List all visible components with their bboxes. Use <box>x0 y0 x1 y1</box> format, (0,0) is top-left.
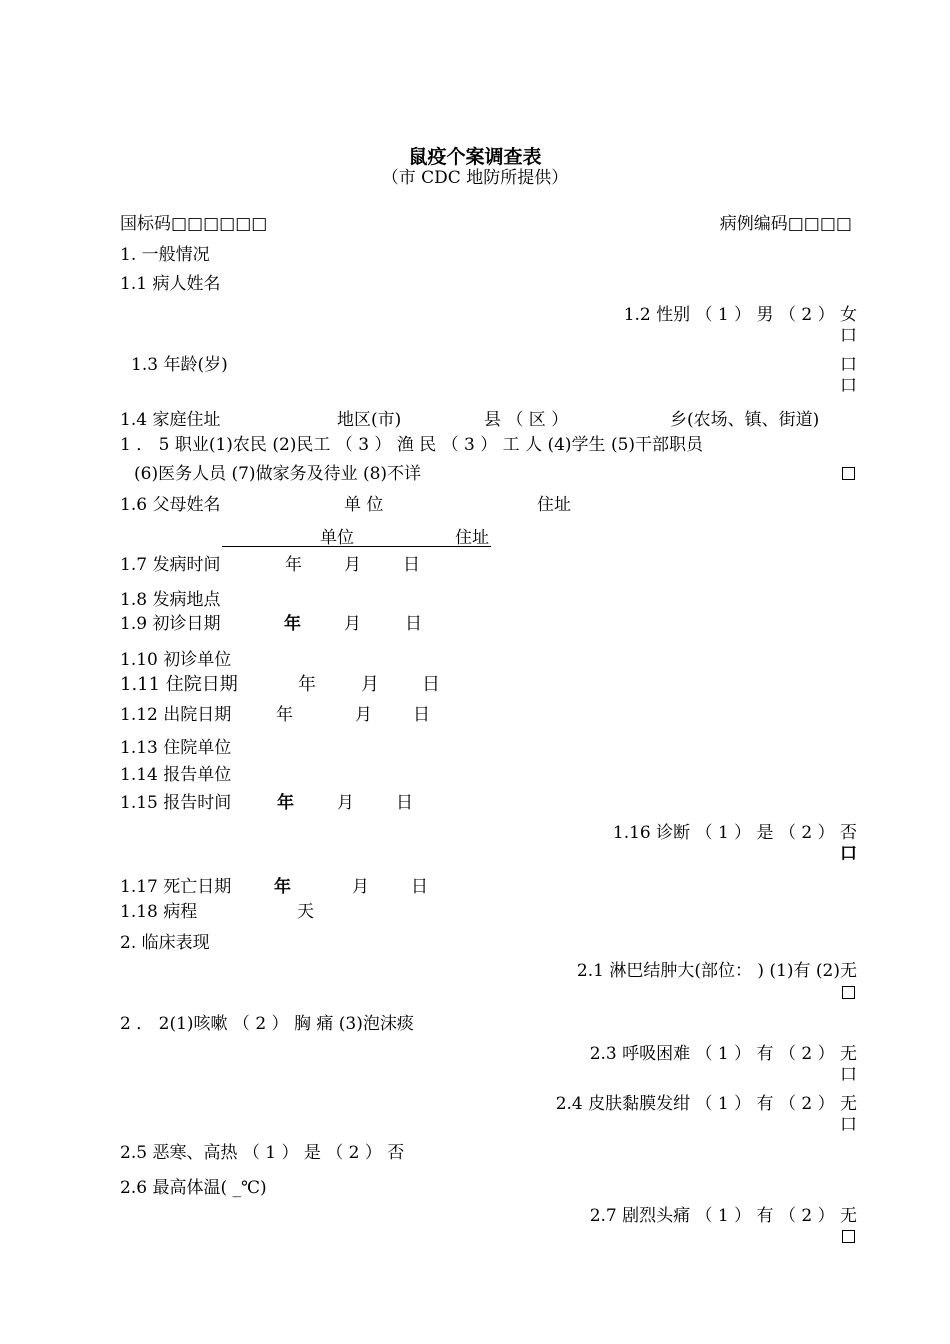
address-county[interactable]: 县 （ 区 ） <box>484 410 569 430</box>
onset-place-field[interactable]: 1.8 发病地点 <box>120 590 221 610</box>
lymph-node-field[interactable]: 2.1 淋巴结肿大(部位： ) (1)有 (2)无 <box>576 961 857 981</box>
age-box-1-icon[interactable]: 口 <box>840 355 857 375</box>
report-date-label: 1.15 报告时间 <box>120 793 232 813</box>
section-1-heading: 1. 一般情况 <box>120 245 210 265</box>
parent-address-label: 住址 <box>537 495 571 515</box>
death-date-label: 1.17 死亡日期 <box>120 877 232 897</box>
country-code-field[interactable]: 国标码□□□□□□ <box>120 214 268 234</box>
parent-unit-label: 单 位 <box>344 495 384 515</box>
page-title: 鼠疫个案调查表 <box>408 146 542 168</box>
address-area[interactable]: 地区(市) <box>337 410 402 430</box>
report-day[interactable]: 日 <box>396 793 413 813</box>
discharge-year[interactable]: 年 <box>276 705 293 725</box>
sex-field[interactable]: 1.2 性别 （ 1 ） 男 （ 2 ） 女 <box>623 305 857 325</box>
death-year[interactable]: 年 <box>274 877 291 897</box>
occupation-options-row1[interactable]: 1 ． 5 职业(1)农民 (2)民工 （ 3 ） 渔 民 （ 3 ） 工 人 (4)学生 (5)干部职员 <box>120 435 704 455</box>
headache-field[interactable]: 2.7 剧烈头痛 （ 1 ） 有 （ 2 ） 无 <box>589 1206 857 1226</box>
death-month[interactable]: 月 <box>352 877 369 897</box>
diagnosis-field[interactable]: 1.16 诊断 （ 1 ） 是 （ 2 ） 否 <box>612 823 857 843</box>
section-2-heading: 2. 临床表现 <box>120 933 210 953</box>
onset-date-label: 1.7 发病时间 <box>120 555 221 575</box>
case-code-field[interactable]: 病例编码□□□□ <box>719 214 852 234</box>
first-visit-date-label: 1.9 初诊日期 <box>120 614 221 634</box>
home-address-label: 1.4 家庭住址 <box>120 410 221 430</box>
dyspnea-checkbox-icon[interactable]: 口 <box>840 1065 857 1085</box>
discharge-month[interactable]: 月 <box>355 705 372 725</box>
diagnosis-checkbox-icon[interactable]: 口 <box>840 844 857 864</box>
occupation-options-row2[interactable]: (6)医务人员 (7)做家务及待业 (8)不详 <box>134 464 422 484</box>
report-year[interactable]: 年 <box>277 793 294 813</box>
lymph-node-checkbox-icon[interactable] <box>842 986 855 999</box>
patient-name-field[interactable]: 1.1 病人姓名 <box>120 274 221 294</box>
page-subtitle: （市 CDC 地防所提供） <box>381 168 569 188</box>
address-town[interactable]: 乡(农场、镇、街道) <box>670 410 820 430</box>
first-visit-day[interactable]: 日 <box>405 614 422 634</box>
age-box-2-icon[interactable]: 口 <box>840 376 857 396</box>
parent-name-label: 1.6 父母姓名 <box>120 495 221 515</box>
onset-year[interactable]: 年 <box>285 555 302 575</box>
occupation-checkbox-icon[interactable] <box>842 467 855 480</box>
report-month[interactable]: 月 <box>337 793 354 813</box>
parent-unit-label-2: 单位 <box>320 528 354 548</box>
hospital-unit-field[interactable]: 1.13 住院单位 <box>120 738 232 758</box>
fever-field[interactable]: 2.5 恶寒、高热 （ 1 ） 是 （ 2 ） 否 <box>120 1143 405 1163</box>
admission-day[interactable]: 日 <box>422 674 440 695</box>
first-visit-year[interactable]: 年 <box>284 614 301 634</box>
admission-month[interactable]: 月 <box>361 674 379 695</box>
admission-year[interactable]: 年 <box>298 674 316 695</box>
course-days[interactable]: 天 <box>297 902 314 922</box>
cyanosis-checkbox-icon[interactable]: 口 <box>840 1115 857 1135</box>
dyspnea-field[interactable]: 2.3 呼吸困难 （ 1 ） 有 （ 2 ） 无 <box>589 1044 857 1064</box>
course-label: 1.18 病程 <box>120 902 198 922</box>
headache-checkbox-icon[interactable] <box>842 1230 855 1243</box>
parent-address-label-2: 住址 <box>455 528 489 548</box>
age-field[interactable]: 1.3 年龄(岁) <box>131 355 228 375</box>
parent-underline <box>222 546 491 547</box>
onset-day[interactable]: 日 <box>403 555 420 575</box>
sex-checkbox-icon[interactable]: 口 <box>840 326 857 346</box>
death-day[interactable]: 日 <box>411 877 428 897</box>
report-unit-field[interactable]: 1.14 报告单位 <box>120 765 232 785</box>
cough-options[interactable]: 2 ． 2(1)咳嗽 （ 2 ） 胸 痛 (3)泡沫痰 <box>120 1014 414 1034</box>
admission-date-label: 1.11 住院日期 <box>120 674 238 695</box>
max-temperature-field[interactable]: 2.6 最高体温( _℃) <box>120 1178 267 1198</box>
discharge-date-label: 1.12 出院日期 <box>120 705 232 725</box>
first-visit-unit-field[interactable]: 1.10 初诊单位 <box>120 650 232 670</box>
onset-month[interactable]: 月 <box>344 555 361 575</box>
cyanosis-field[interactable]: 2.4 皮肤黏膜发绀 （ 1 ） 有 （ 2 ） 无 <box>555 1094 857 1114</box>
first-visit-month[interactable]: 月 <box>344 614 361 634</box>
discharge-day[interactable]: 日 <box>413 705 430 725</box>
